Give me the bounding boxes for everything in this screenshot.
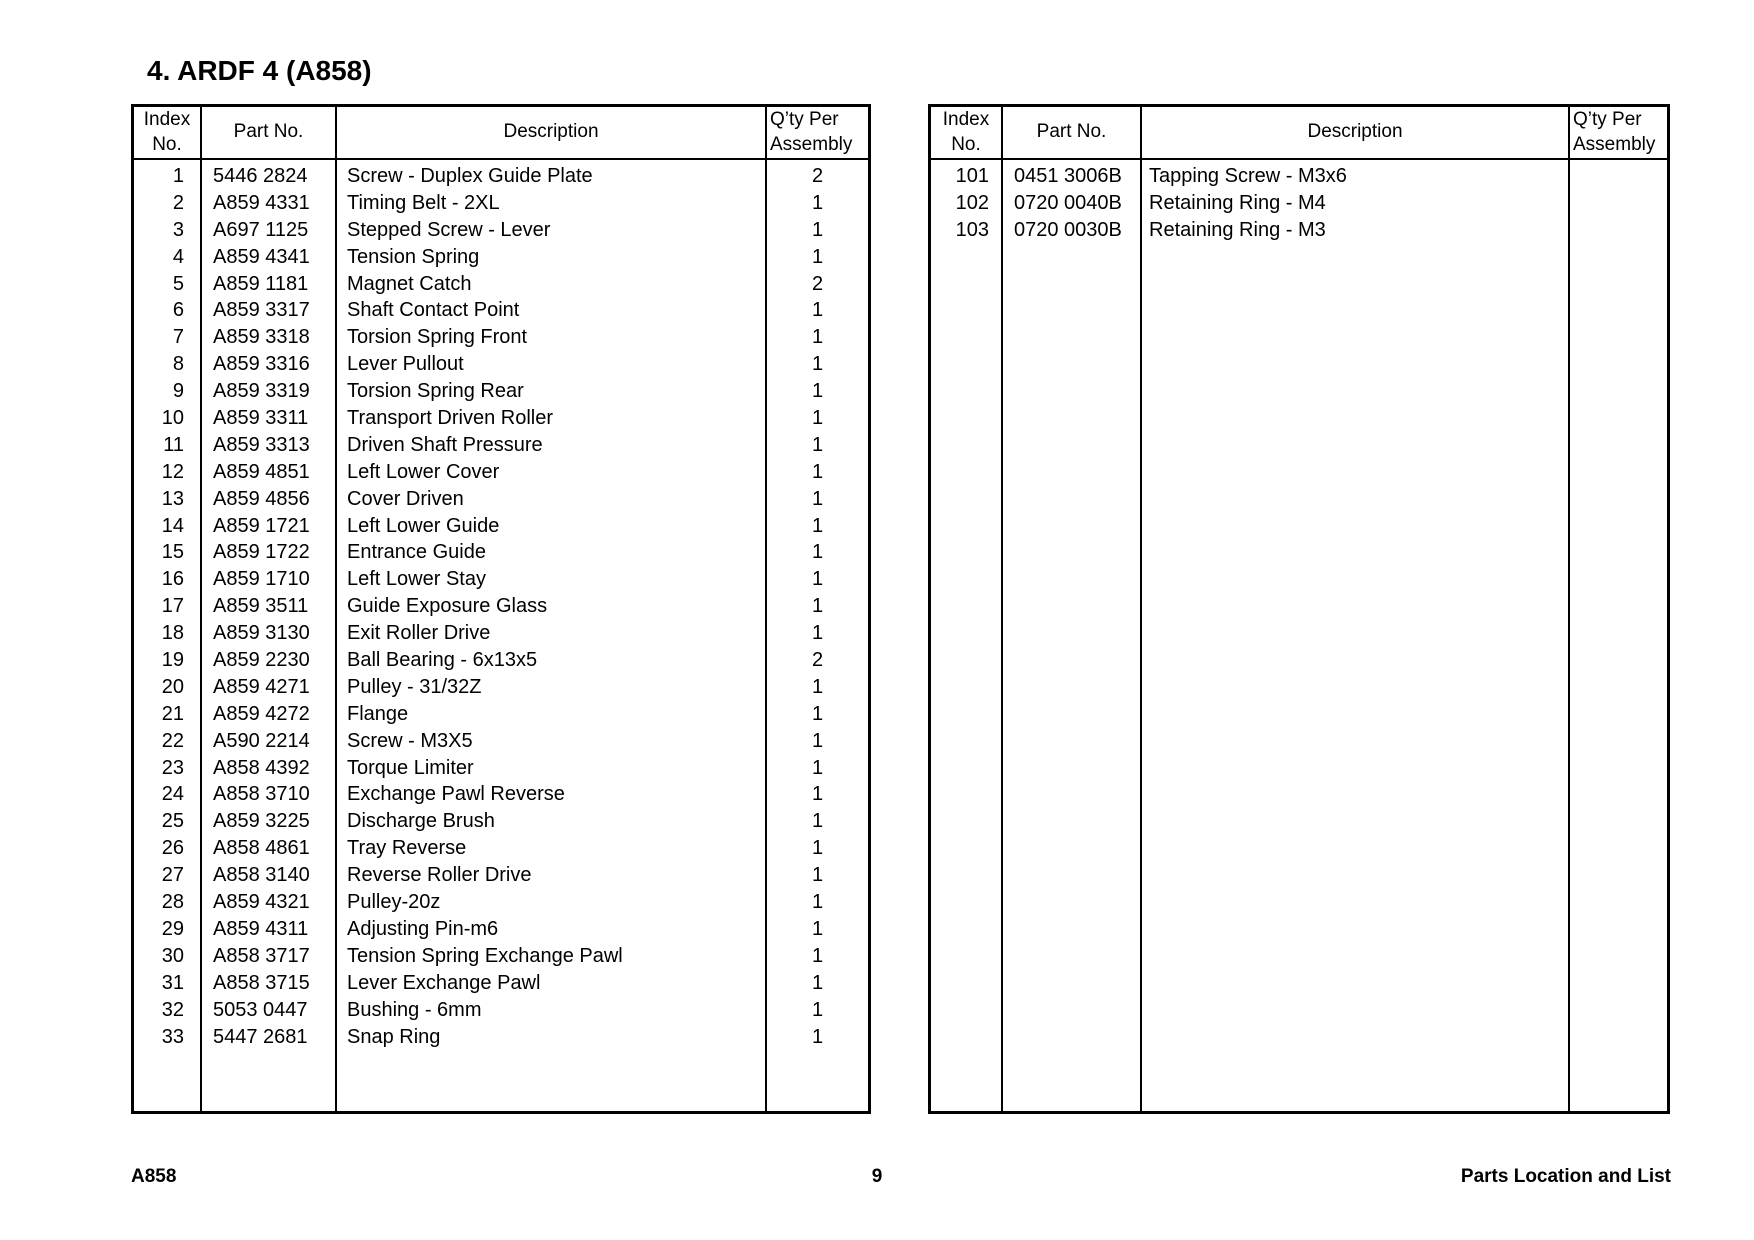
part-number-cell: A859 4271 — [213, 675, 310, 698]
header-index — [134, 107, 200, 160]
table-row — [134, 781, 868, 808]
header-description — [337, 107, 765, 160]
index-cell: 8 — [172, 353, 184, 376]
index-cell: 24 — [161, 783, 184, 806]
index-cell: 15 — [161, 541, 184, 564]
part-number-cell: 0720 0030B — [1014, 218, 1122, 241]
index-cell: 32 — [161, 998, 184, 1021]
part-number-cell: A859 3317 — [213, 299, 310, 322]
part-number-cell: A859 4311 — [213, 917, 309, 940]
table-row — [134, 835, 868, 862]
index-cell: 28 — [161, 891, 184, 914]
description-cell: Adjusting Pin-m6 — [347, 917, 499, 940]
description-cell: Exchange Pawl Reverse — [347, 783, 565, 806]
description-cell: Tapping Screw - M3x6 — [1149, 165, 1347, 187]
quantity-cell: 1 — [811, 729, 824, 752]
header-part-no — [1003, 107, 1140, 160]
table-row — [134, 970, 868, 997]
description-cell: Lever Exchange Pawl — [347, 971, 541, 994]
part-number-cell: A859 3511 — [213, 595, 309, 618]
part-number-cell: 5447 2681 — [213, 1025, 308, 1048]
quantity-cell: 1 — [811, 675, 824, 698]
header-index — [931, 107, 1001, 160]
quantity-cell: 1 — [811, 191, 824, 214]
part-number-cell: A859 1722 — [213, 541, 310, 564]
part-number-cell: A858 4392 — [213, 756, 310, 779]
header-description-label: Description — [503, 121, 599, 143]
quantity-cell: 1 — [811, 380, 824, 403]
index-cell: 14 — [161, 514, 184, 537]
quantity-cell: 1 — [811, 299, 824, 322]
part-number-cell: A858 3140 — [213, 864, 310, 887]
table-row — [134, 808, 868, 835]
quantity-cell: 1 — [811, 837, 824, 860]
table-row — [134, 566, 868, 593]
index-cell: 22 — [161, 729, 184, 752]
quantity-cell: 1 — [811, 944, 824, 967]
index-cell: 10 — [161, 407, 184, 430]
quantity-cell: 1 — [811, 407, 824, 430]
index-cell: 5 — [172, 272, 184, 295]
part-number-cell: A859 3313 — [213, 433, 310, 456]
description-cell: Retaining Ring - M4 — [1149, 191, 1326, 214]
part-number-cell: A859 1721 — [213, 514, 310, 537]
index-cell: 21 — [161, 702, 184, 725]
header-part-no — [202, 107, 335, 160]
index-cell: 26 — [161, 837, 184, 860]
table-row — [134, 728, 868, 755]
quantity-cell: 1 — [811, 460, 824, 483]
quantity-cell: 1 — [811, 971, 824, 994]
footer-page-number: 9 — [871, 1166, 883, 1187]
index-cell: 23 — [161, 756, 184, 779]
part-number-cell: A858 3715 — [213, 971, 310, 994]
description-cell: Left Lower Guide — [347, 514, 500, 537]
page-title: 4. ARDF 4 (A858) — [147, 55, 372, 86]
header-qty — [767, 107, 868, 160]
table-row — [134, 351, 868, 378]
quantity-cell: 1 — [811, 568, 824, 591]
description-cell: Discharge Brush — [347, 810, 495, 833]
quantity-cell: 1 — [811, 433, 824, 456]
table-row — [931, 163, 1667, 190]
index-cell: 9 — [172, 380, 184, 403]
index-cell: 17 — [161, 595, 184, 618]
table-row — [134, 674, 868, 701]
description-cell: Driven Shaft Pressure — [347, 433, 543, 456]
table-row — [134, 862, 868, 889]
quantity-cell: 1 — [811, 702, 824, 725]
index-cell: 7 — [172, 326, 184, 349]
description-cell: Bushing - 6mm — [347, 998, 482, 1021]
quantity-cell: 1 — [811, 810, 824, 833]
table-row — [134, 432, 868, 459]
description-cell: Stepped Screw - Lever — [347, 218, 551, 241]
index-cell: 20 — [161, 675, 184, 698]
parts-rows-right — [931, 163, 1667, 244]
index-cell: 31 — [161, 971, 184, 994]
part-number-cell: A859 1181 — [213, 272, 309, 295]
quantity-cell: 1 — [811, 595, 824, 618]
part-number-cell: A858 3717 — [213, 944, 310, 967]
index-cell: 12 — [161, 460, 184, 483]
footer-model: A858 — [131, 1166, 177, 1187]
table-row — [134, 324, 868, 351]
description-cell: Reverse Roller Drive — [347, 864, 532, 887]
description-cell: Retaining Ring - M3 — [1149, 218, 1326, 241]
description-cell: Screw - Duplex Guide Plate — [347, 165, 593, 187]
description-cell: Snap Ring — [347, 1025, 441, 1048]
part-number-cell: A859 4272 — [213, 702, 310, 725]
table-row — [134, 620, 868, 647]
index-cell: 18 — [161, 622, 184, 645]
index-cell: 29 — [161, 917, 184, 940]
footer-section-title: Parts Location and List — [1460, 1166, 1671, 1187]
description-cell: Exit Roller Drive — [347, 622, 491, 645]
quantity-cell: 1 — [811, 917, 824, 940]
part-number-cell: A858 4861 — [213, 837, 310, 860]
header-part-no-label: Part No. — [1036, 121, 1107, 143]
header-index-label: Index No. — [942, 108, 990, 155]
column-divider — [1568, 107, 1570, 1111]
index-cell: 19 — [161, 649, 184, 672]
index-cell: 11 — [163, 433, 184, 456]
part-number-cell: A859 3316 — [213, 353, 310, 376]
table-row — [134, 889, 868, 916]
quantity-cell: 1 — [811, 891, 824, 914]
description-cell: Pulley-20z — [347, 891, 441, 914]
part-number-cell: A859 4856 — [213, 487, 310, 510]
table-row — [134, 244, 868, 271]
part-number-cell: A859 4851 — [213, 460, 310, 483]
table-row — [134, 190, 868, 217]
table-row — [931, 190, 1667, 217]
quantity-cell: 1 — [811, 622, 824, 645]
part-number-cell: A697 1125 — [213, 218, 309, 241]
table-row — [134, 163, 868, 190]
description-cell: Screw - M3X5 — [347, 729, 473, 752]
column-divider — [1001, 107, 1003, 1111]
description-cell: Flange — [347, 702, 409, 725]
index-cell: 16 — [161, 568, 184, 591]
quantity-cell: 2 — [811, 649, 824, 672]
table-row — [134, 217, 868, 244]
part-number-cell: A859 2230 — [213, 649, 310, 672]
description-cell: Shaft Contact Point — [347, 299, 520, 322]
description-cell: Timing Belt - 2XL — [347, 191, 500, 214]
description-cell: Magnet Catch — [347, 272, 472, 295]
header-qty — [1570, 107, 1667, 160]
quantity-cell: 1 — [811, 756, 824, 779]
part-number-cell: A859 4321 — [213, 891, 310, 914]
quantity-cell: 1 — [811, 353, 824, 376]
table-row — [134, 297, 868, 324]
description-cell: Ball Bearing - 6x13x5 — [347, 649, 538, 672]
part-number-cell: A859 3225 — [213, 810, 310, 833]
table-row — [134, 1024, 868, 1051]
index-cell: 30 — [161, 944, 184, 967]
description-cell: Pulley - 31/32Z — [347, 675, 482, 698]
index-cell: 3 — [172, 218, 184, 241]
description-cell: Tray Reverse — [347, 837, 467, 860]
table-row — [134, 539, 868, 566]
quantity-cell: 1 — [811, 487, 824, 510]
part-number-cell: A859 3319 — [213, 380, 310, 403]
quantity-cell: 2 — [811, 272, 824, 295]
quantity-cell: 1 — [811, 998, 824, 1021]
part-number-cell: A590 2214 — [213, 729, 310, 752]
part-number-cell: 5053 0447 — [213, 998, 308, 1021]
quantity-cell: 1 — [811, 245, 824, 268]
part-number-cell: 0451 3006B — [1014, 165, 1122, 187]
index-cell: 101 — [955, 165, 989, 187]
description-cell: Tension Spring Exchange Pawl — [347, 944, 623, 967]
part-number-cell: A859 3130 — [213, 622, 310, 645]
quantity-cell: 1 — [811, 1025, 824, 1048]
index-cell: 27 — [161, 864, 184, 887]
index-cell: 1 — [172, 165, 184, 187]
index-cell: 102 — [955, 191, 989, 214]
part-number-cell: A859 3311 — [213, 407, 309, 430]
table-row — [134, 647, 868, 674]
index-cell: 13 — [161, 487, 184, 510]
parts-table-left — [131, 104, 871, 1114]
description-cell: Guide Exposure Glass — [347, 595, 548, 618]
table-row — [134, 405, 868, 432]
description-cell: Cover Driven — [347, 487, 464, 510]
part-number-cell: 0720 0040B — [1014, 191, 1122, 214]
index-cell: 33 — [161, 1025, 184, 1048]
quantity-cell: 1 — [811, 783, 824, 806]
description-cell: Torque Limiter — [347, 756, 474, 779]
description-cell: Left Lower Cover — [347, 460, 500, 483]
table-row — [134, 513, 868, 540]
index-cell: 25 — [161, 810, 184, 833]
index-cell: 6 — [172, 299, 184, 322]
header-description — [1142, 107, 1568, 160]
table-row — [134, 486, 868, 513]
quantity-cell: 1 — [811, 864, 824, 887]
quantity-cell: 2 — [811, 165, 824, 187]
table-row — [931, 217, 1667, 244]
table-row — [134, 997, 868, 1024]
table-row — [134, 755, 868, 782]
table-row — [134, 943, 868, 970]
quantity-cell: 1 — [811, 326, 824, 349]
part-number-cell: 5446 2824 — [213, 165, 308, 187]
description-cell: Left Lower Stay — [347, 568, 486, 591]
table-row — [134, 593, 868, 620]
quantity-cell: 1 — [811, 541, 824, 564]
description-cell: Transport Driven Roller — [347, 407, 553, 430]
header-description-label: Description — [1307, 121, 1403, 143]
column-divider — [1140, 107, 1142, 1111]
parts-rows-left — [134, 163, 868, 1050]
description-cell: Entrance Guide — [347, 541, 486, 564]
index-cell: 2 — [172, 191, 184, 214]
table-row — [134, 271, 868, 298]
table-row — [134, 701, 868, 728]
quantity-cell: 1 — [811, 218, 824, 241]
part-number-cell: A859 4331 — [213, 191, 310, 214]
header-index-label: Index No. — [143, 108, 191, 155]
part-number-cell: A859 4341 — [213, 245, 310, 268]
part-number-cell: A859 3318 — [213, 326, 310, 349]
description-cell: Torsion Spring Front — [347, 326, 528, 349]
header-qty-label: Q’ty Per Assembly — [770, 108, 853, 155]
table-row — [134, 916, 868, 943]
table-row — [134, 378, 868, 405]
index-cell: 4 — [172, 245, 184, 268]
part-number-cell: A858 3710 — [213, 783, 310, 806]
parts-table-right — [928, 104, 1670, 1114]
part-number-cell: A859 1710 — [213, 568, 310, 591]
description-cell: Torsion Spring Rear — [347, 380, 524, 403]
header-qty-label: Q’ty Per Assembly — [1573, 108, 1656, 155]
table-row — [134, 459, 868, 486]
quantity-cell: 1 — [811, 514, 824, 537]
description-cell: Tension Spring — [347, 245, 480, 268]
description-cell: Lever Pullout — [347, 353, 464, 376]
header-part-no-label: Part No. — [233, 121, 304, 143]
index-cell: 103 — [955, 218, 989, 241]
